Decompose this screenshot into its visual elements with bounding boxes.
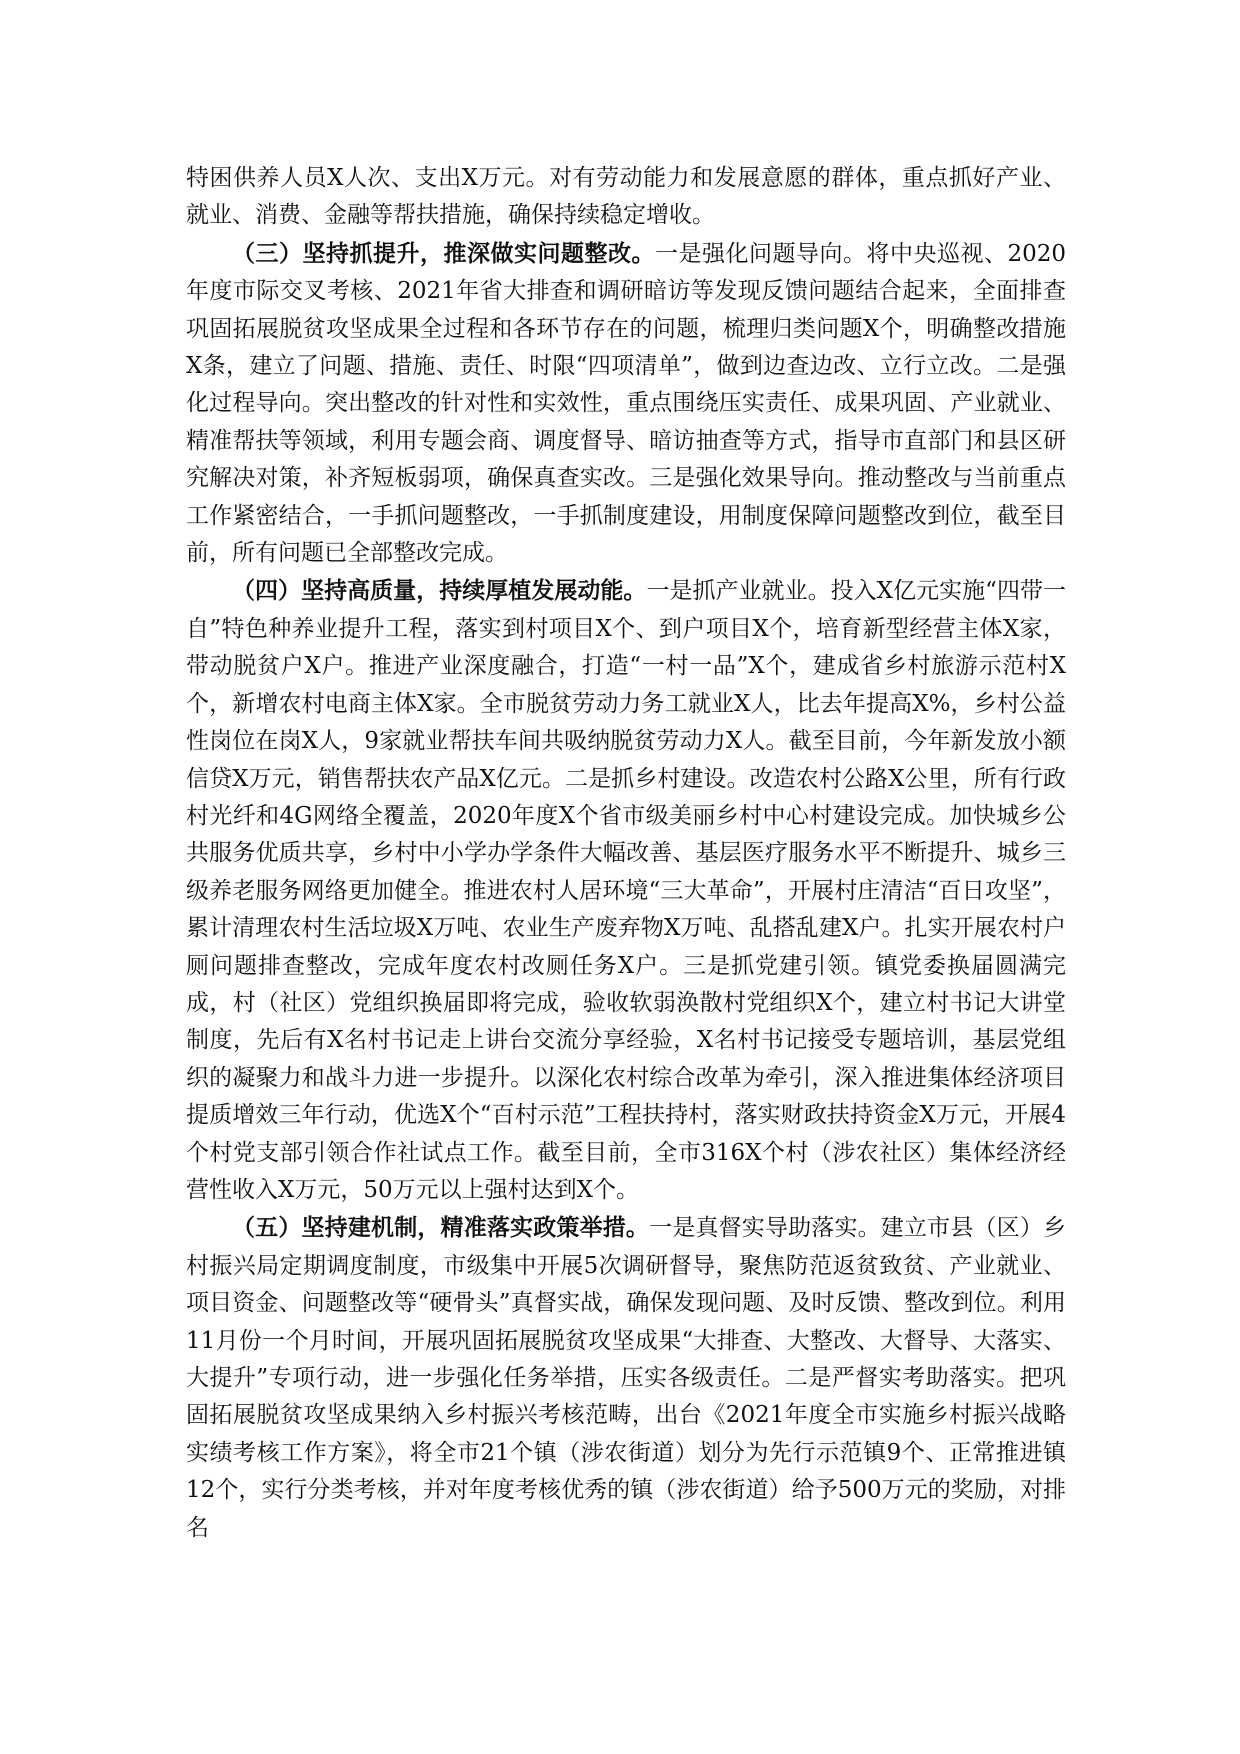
paragraph-4-heading: （五）坚持建机制，精准落实政策举措。 [232, 1214, 650, 1242]
paragraph-2-body: 一是强化问题导向。将中央巡视、2020年度市际交叉考核、2021年省大排查和调研暗访等发现反馈问题结合起来，全面排查巩固拓展脱贫攻坚成果全过程和各环节存在的问题，梳理归类问题X个，明确整改措施X条，建立了问题、措施、责任、时限“四项清单”，做到边查边改、立行立改。二是强化过程导向。突出整改的针对性和实效性，重点围绕压实责任、成果巩固、产业就业、精准帮扶等领域，利用专题会商、调度督导、暗访抽查等方式，指导市直部门和县区研究解决对策，补齐短板弱项，确保真查实改。三是强化效果导向。推动整改与当前重点工作紧密结合，一手抓问题整改，一手抓制度建设，用制度保障问题整改到位，截至目前，所有问题已全部整改完成。 [186, 240, 1066, 567]
paragraph-1 [186, 160, 1066, 235]
paragraph-3-body: 一是抓产业就业。投入X亿元实施“四带一自”特色种养业提升工程，落实到村项目X个、到户项目X个，培育新型经营主体X家，带动脱贫户X户。推进产业深度融合，打造“一村一品”X个，建成省乡村旅游示范村X个，新增农村电商主体X家。全市脱贫劳动力务工就业X人，比去年提高X%，乡村公益性岗位在岗X人，9家就业帮扶车间共吸纳脱贫劳动力X人。截至目前，今年新发放小额信贷X万元，销售帮扶农产品X亿元。二是抓乡村建设。改造农村公路X公里，所有行政村光纤和4G网络全覆盖，2020年度X个省市级美丽乡村中心村建设完成。加快城乡公共服务优质共享，乡村中小学办学条件大幅改善、基层医疗服务水平不断提升、城乡三级养老服务网络更加健全。推进农村人居环境“三大革命”，开展村庄清洁“百日攻坚”，累计清理农村生活垃圾X万吨、农业生产废弃物X万吨、乱搭乱建X户。扎实开展农村户厕问题排查整改，完成年度农村改厕任务X户。三是抓党建引领。镇党委换届圆满完成，村（社区）党组织换届即将完成，验收软弱涣散村党组织X个，建立村书记大讲堂制度，先后有X名村书记走上讲台交流分享经验，X名村书记接受专题培训，基层党组织的凝聚力和战斗力进一步提升。以深化农村综合改革为牵引，深入推进集体经济项目提质增效三年行动，优选X个“百村示范”工程扶持村，落实财政扶持资金X万元，开展4个村党支部引领合作社试点工作。截至目前，全市316X个村（涉农社区）集体经济经营性收入X万元，50万元以上强村达到X个。 [186, 578, 1066, 1203]
paragraph-3-heading: （四）坚持高质量，持续厚植发展动能。 [232, 577, 647, 605]
paragraph-4 [186, 1209, 1066, 1547]
paragraph-3 [186, 572, 1066, 1209]
paragraph-4-body: 一是真督实导助落实。建立市县（区）乡村振兴局定期调度制度，市级集中开展5次调研督导，聚焦防范返贫致贫、产业就业、项目资金、问题整改等“硬骨头”真督实战，确保发现问题、及时反馈、整改到位。利用11月份一个月时间，开展巩固拓展脱贫攻坚成果“大排查、大整改、大督导、大落实、大提升”专项行动，进一步强化任务举措，压实各级责任。二是严督实考助落实。把巩固拓展脱贫攻坚成果纳入乡村振兴考核范畴，出台《2021年度全市实施乡村振兴战略实绩考核工作方案》，将全市21个镇（涉农街道）划分为先行示范镇9个、正常推进镇12个，实行分类考核，并对年度考核优秀的镇（涉农街道）给予500万元的奖励，对排名 [186, 1215, 1067, 1541]
document-page [186, 160, 1066, 1547]
paragraph-1-body: 特困供养人员X人次、支出X万元。对有劳动能力和发展意愿的群体，重点抓好产业、就业、消费、金融等帮扶措施，确保持续稳定增收。 [186, 165, 1066, 229]
paragraph-2-heading: （三）坚持抓提升，推深做实问题整改。 [232, 239, 655, 267]
paragraph-2 [186, 235, 1066, 573]
